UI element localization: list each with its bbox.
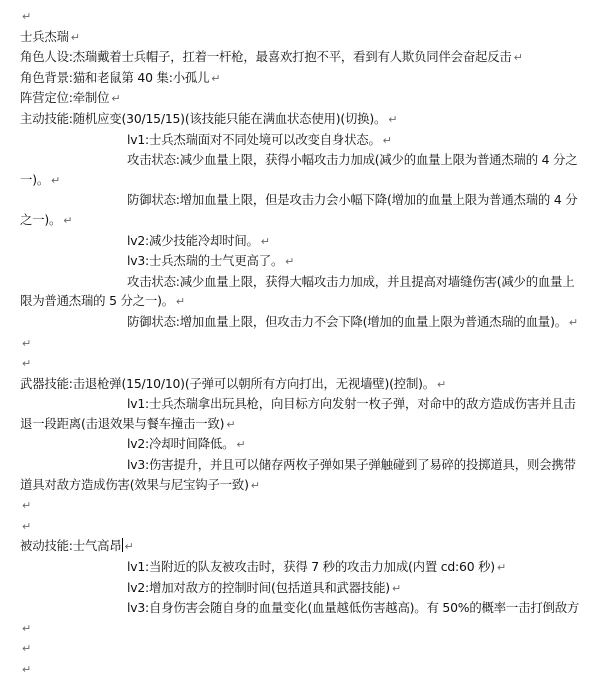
weapon-skill-lv3: lv3:伤害提升，并且可以储存两枚子弹如果子弹触碰到了易碎的投掷道具，则会携带道具对敌方造成伤害(效果与尼宝钩子一致) ↵ xyxy=(20,457,576,492)
weapon-skill-heading: 武器技能:击退枪弹(15/10/10)(子弹可以朝所有方向打出，无视墙壁)(控制)。 ↵ xyxy=(20,375,447,391)
paragraph-mark-icon: ↵ xyxy=(22,642,32,656)
passive-skill-heading: 被动技能:士气高昂 ↵ xyxy=(20,538,134,554)
paragraph-mark-icon: ↵ xyxy=(63,213,73,227)
paragraph-mark-icon: ↵ xyxy=(22,621,32,635)
passive-skill-lv1: lv1:当附近的队友被攻击时，获得 7 秒的攻击力加成(内置 cd:60 秒) ↵ xyxy=(127,559,506,575)
paragraph-mark-icon: ↵ xyxy=(388,112,398,126)
paragraph-mark-icon: ↵ xyxy=(496,561,506,575)
paragraph-mark-icon: ↵ xyxy=(236,438,246,452)
active-skill-lv3-defense-state: 防御状态:增加血量上限，但攻击力不会下降(增加的血量上限为普通杰瑞的血量)。 ↵ xyxy=(127,313,578,329)
character-setting: 角色人设:杰瑞戴着士兵帽子，扛着一杆枪，最喜欢打抱不平，看到有人欺负同伴会奋起反击 ↵ xyxy=(20,49,523,65)
paragraph-mark-icon: ↵ xyxy=(250,478,260,492)
paragraph-mark-icon: ↵ xyxy=(22,519,32,533)
active-skill-heading: 主动技能:随机应变(30/15/15)(该技能只能在满血状态使用)(切换)。 ↵ xyxy=(20,110,398,126)
empty-paragraph xyxy=(20,659,581,680)
paragraph-mark-icon: ↵ xyxy=(260,234,270,248)
paragraph-mark-icon: ↵ xyxy=(70,30,80,44)
paragraph-mark-icon: ↵ xyxy=(382,133,392,147)
active-skill-defense-state: 防御状态:增加血量上限，但是攻击力会小幅下降(增加的血量上限为普通杰瑞的 4 分之一)。 ↵ xyxy=(20,192,578,227)
paragraph-mark-icon: ↵ xyxy=(391,581,401,595)
weapon-skill-lv1: lv1:士兵杰瑞拿出玩具枪，向目标方向发射一枚子弹，对命中的敌方造成伤害并且击退一段距离(击退效果与餐车撞击一致) ↵ xyxy=(20,396,576,431)
paragraph-mark-icon: ↵ xyxy=(513,51,523,65)
faction-role: 阵营定位:牵制位 ↵ xyxy=(20,90,121,106)
active-skill-lv3: lv3:士兵杰瑞的士气更高了。 ↵ xyxy=(127,253,295,269)
paragraph-mark-icon: ↵ xyxy=(124,540,134,554)
paragraph-mark-icon: ↵ xyxy=(22,357,32,371)
paragraph-mark-icon: ↵ xyxy=(51,173,61,187)
active-skill-lv1: lv1:士兵杰瑞面对不同处境可以改变自身状态。 ↵ xyxy=(127,131,392,147)
character-title: 士兵杰瑞 ↵ xyxy=(20,28,80,44)
passive-skill-lv3: lv3:自身伤害会随自身的血量变化(血量越低伤害越高)。有 50%的概率一击打倒敌方↵ xyxy=(22,600,580,635)
empty-paragraph xyxy=(20,333,581,354)
empty-paragraph xyxy=(20,495,581,516)
empty-paragraph xyxy=(20,516,581,537)
active-skill-lv3-attack-state: 攻击状态:减少血量上限，获得大幅攻击力加成，并且提高对墙缝伤害(减少的血量上限为普通杰瑞的 5 分之一)。 ↵ xyxy=(20,273,575,309)
text-cursor xyxy=(122,538,123,552)
passive-skill-lv2: lv2:增加对敌方的控制时间(包括道具和武器技能) ↵ xyxy=(127,579,401,595)
paragraph-mark-icon: ↵ xyxy=(211,71,221,85)
paragraph-mark-icon: ↵ xyxy=(111,92,121,106)
paragraph-mark-icon: ↵ xyxy=(22,499,32,513)
character-background: 角色背景:猫和老鼠第 40 集:小孤儿 ↵ xyxy=(20,69,221,85)
paragraph-mark-icon: ↵ xyxy=(436,377,447,391)
empty-paragraph xyxy=(20,638,581,659)
paragraph-mark-icon: ↵ xyxy=(226,417,236,431)
empty-paragraph xyxy=(20,6,581,27)
paragraph-mark-icon: ↵ xyxy=(22,10,32,23)
empty-paragraph xyxy=(20,353,581,374)
paragraph-mark-icon: ↵ xyxy=(22,336,32,350)
paragraph-mark-icon: ↵ xyxy=(22,663,32,676)
active-skill-attack-state: 攻击状态:减少血量上限，获得小幅攻击力加成(减少的血量上限为普通杰瑞的 4 分之一)。 ↵ xyxy=(20,152,578,187)
paragraph-mark-icon: ↵ xyxy=(568,315,578,329)
weapon-skill-lv2: lv2:冷却时间降低。 ↵ xyxy=(127,436,246,452)
paragraph-mark-icon: ↵ xyxy=(175,295,185,309)
paragraph-mark-icon: ↵ xyxy=(285,255,295,269)
active-skill-lv2: lv2:减少技能冷却时间。 ↵ xyxy=(127,232,270,248)
